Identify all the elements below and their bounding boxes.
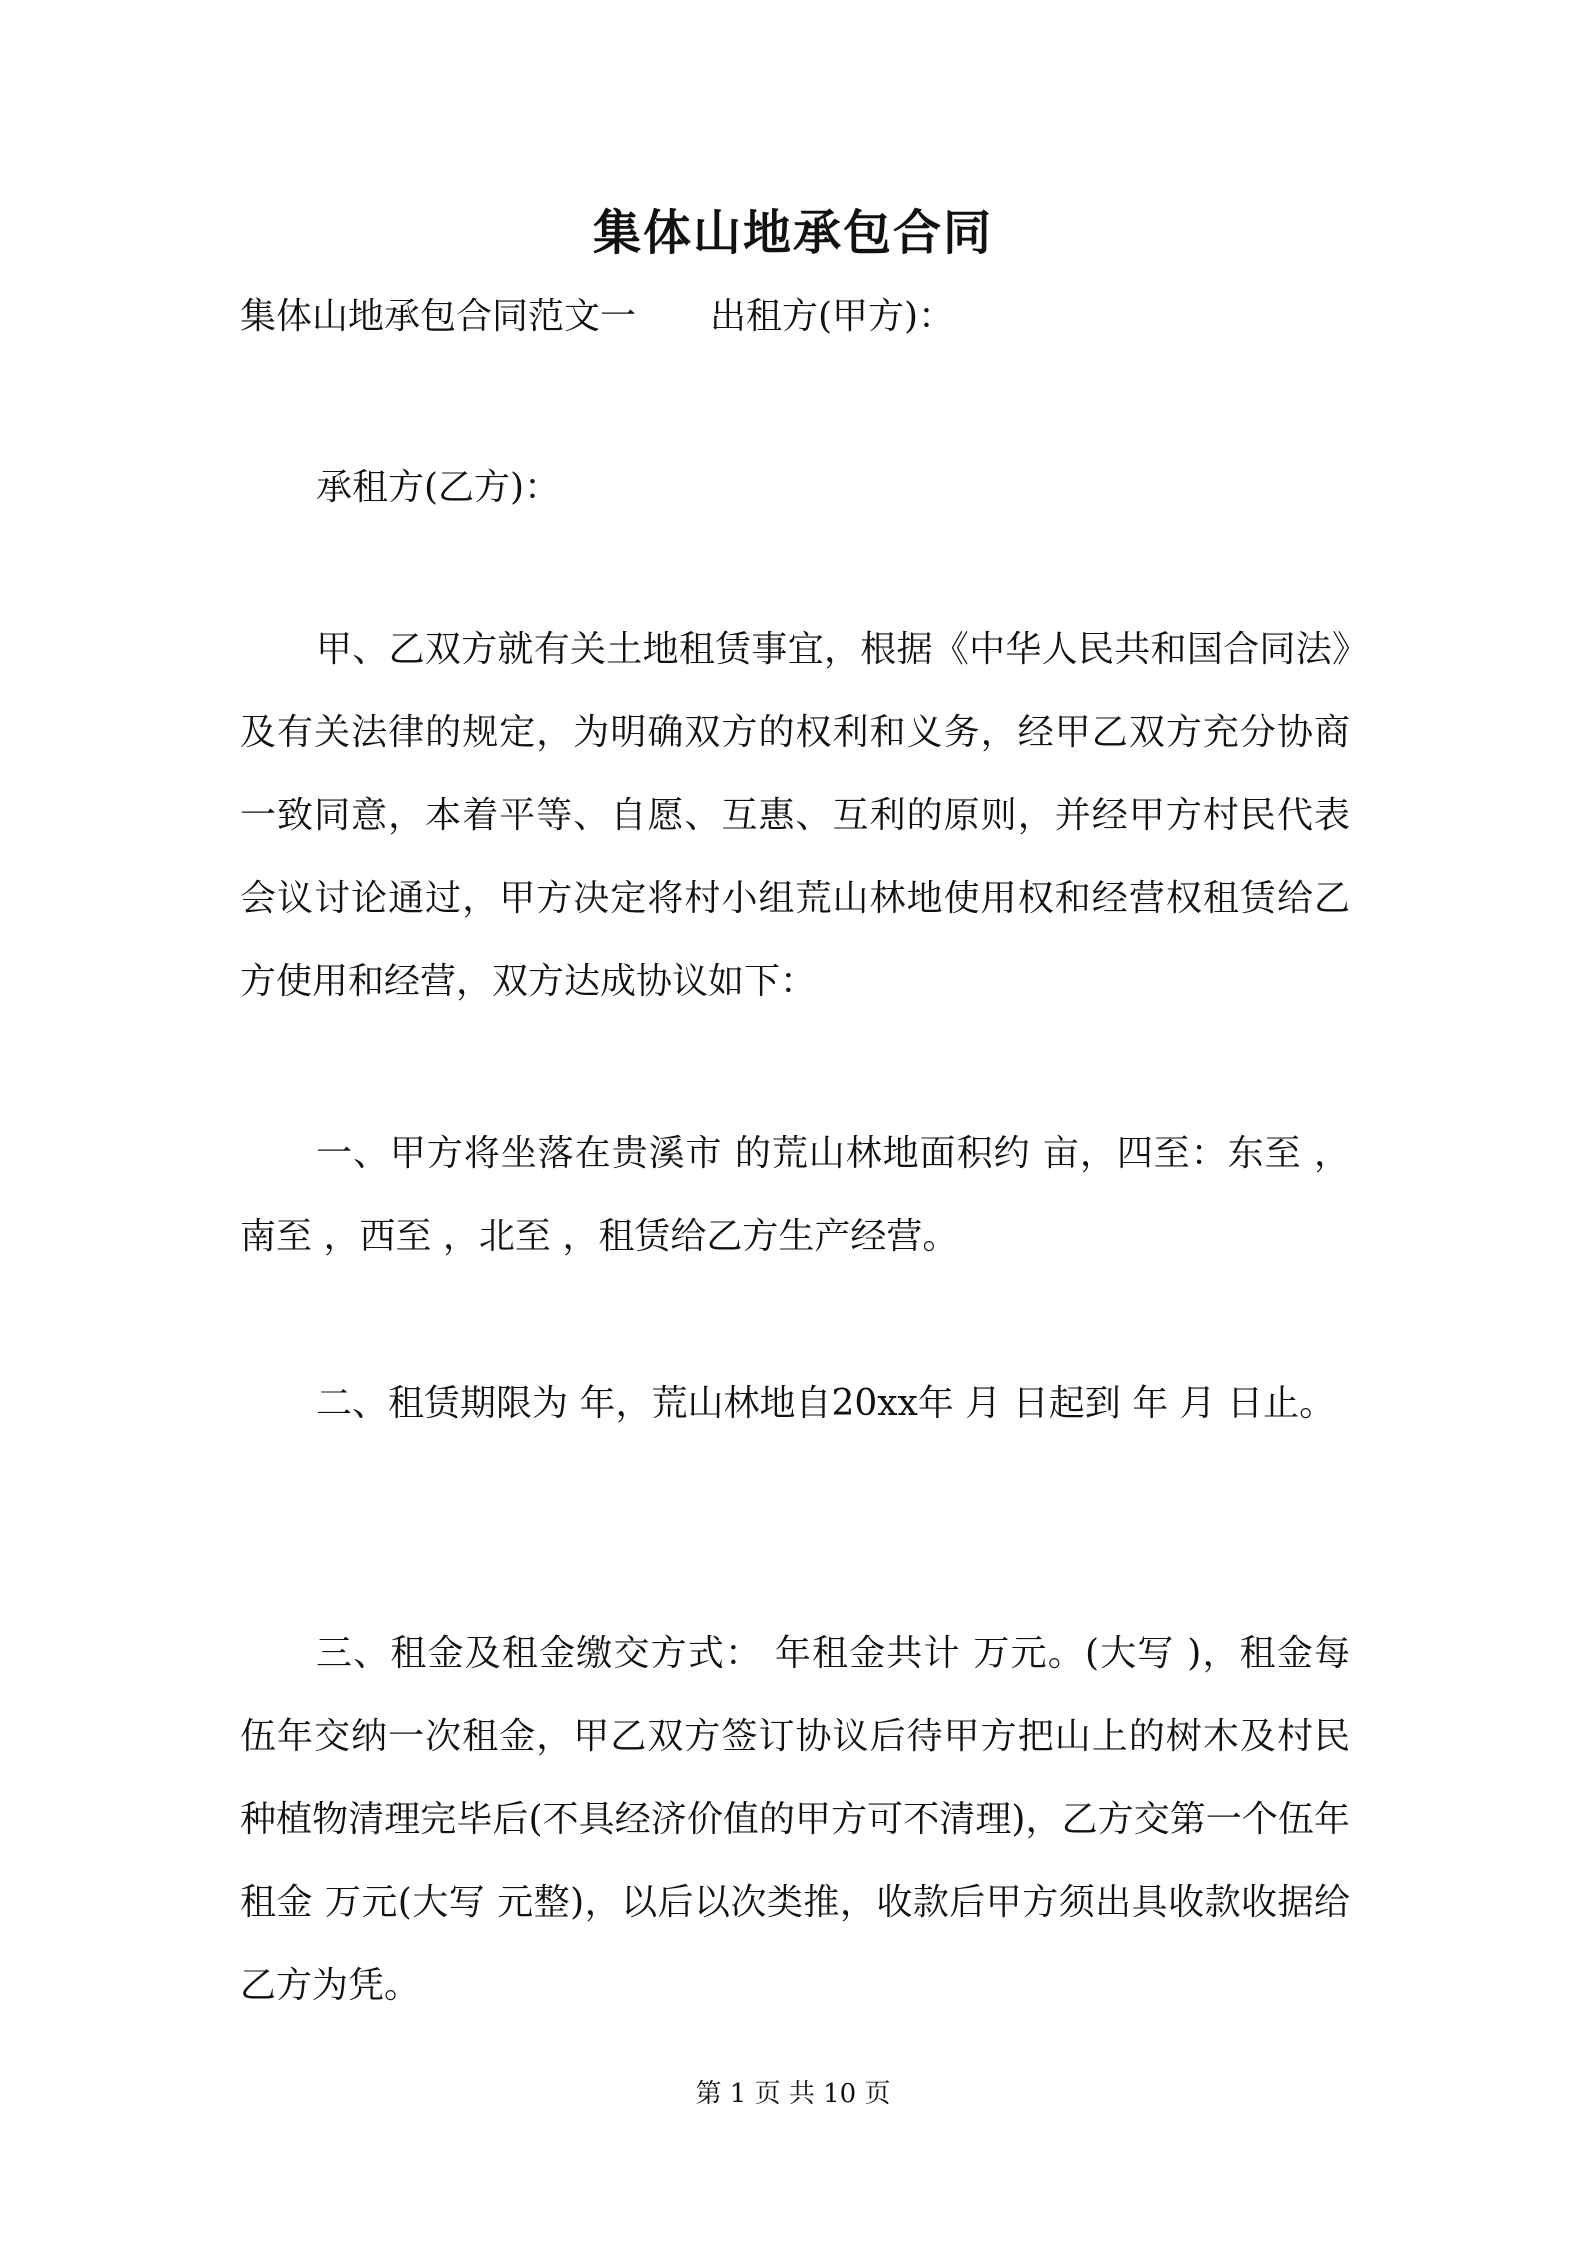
intro-paragraph: 甲、乙双方就有关土地租赁事宜，根据《中华人民共和国合同法》及有关法律的规定，为明确双方的权利和义务，经甲乙双方充分协商一致同意，本着平等、自愿、互惠、互利的原则，并经甲方村民代表会议讨论通过，甲方决定将村小组荒山林地使用权和经营权租赁给乙方使用和经营，双方达成协议如下： bbox=[240, 629, 1350, 1002]
clause-3-paragraph: 三、租金及租金缴交方式： 年租金共计 万元。(大写 )，租金每伍年交纳一次租金，甲乙双方签订协议后待甲方把山上的树木及村民种植物清理完毕后(不具经济价值的甲方可不清理)，乙方交第一个伍年租金 万元(大写 元整)，以后以次类推，收款后甲方须出具收款收据给乙方为凭。 bbox=[240, 1633, 1350, 2006]
clause-1-paragraph: 一、甲方将坐落在贵溪市 的荒山林地面积约 亩，四至：东至 ，南至 ，西至 ，北至 ，租赁给乙方生产经营。 bbox=[240, 1133, 1350, 1257]
lessor-label: 出租方(甲方)： bbox=[710, 296, 955, 337]
page-number-footer: 第 1 页 共 10 页 bbox=[695, 2079, 891, 2109]
subtitle-row bbox=[240, 282, 1350, 352]
lessee-label: 承租方(乙方)： bbox=[316, 467, 561, 508]
subtitle-left: 集体山地承包合同范文一 bbox=[240, 296, 637, 337]
clause-2-paragraph: 二、租赁期限为 年，荒山林地自20xx年 月 日起到 年 月 日止。 bbox=[316, 1383, 1336, 1424]
document-title: 集体山地承包合同 bbox=[592, 205, 993, 261]
